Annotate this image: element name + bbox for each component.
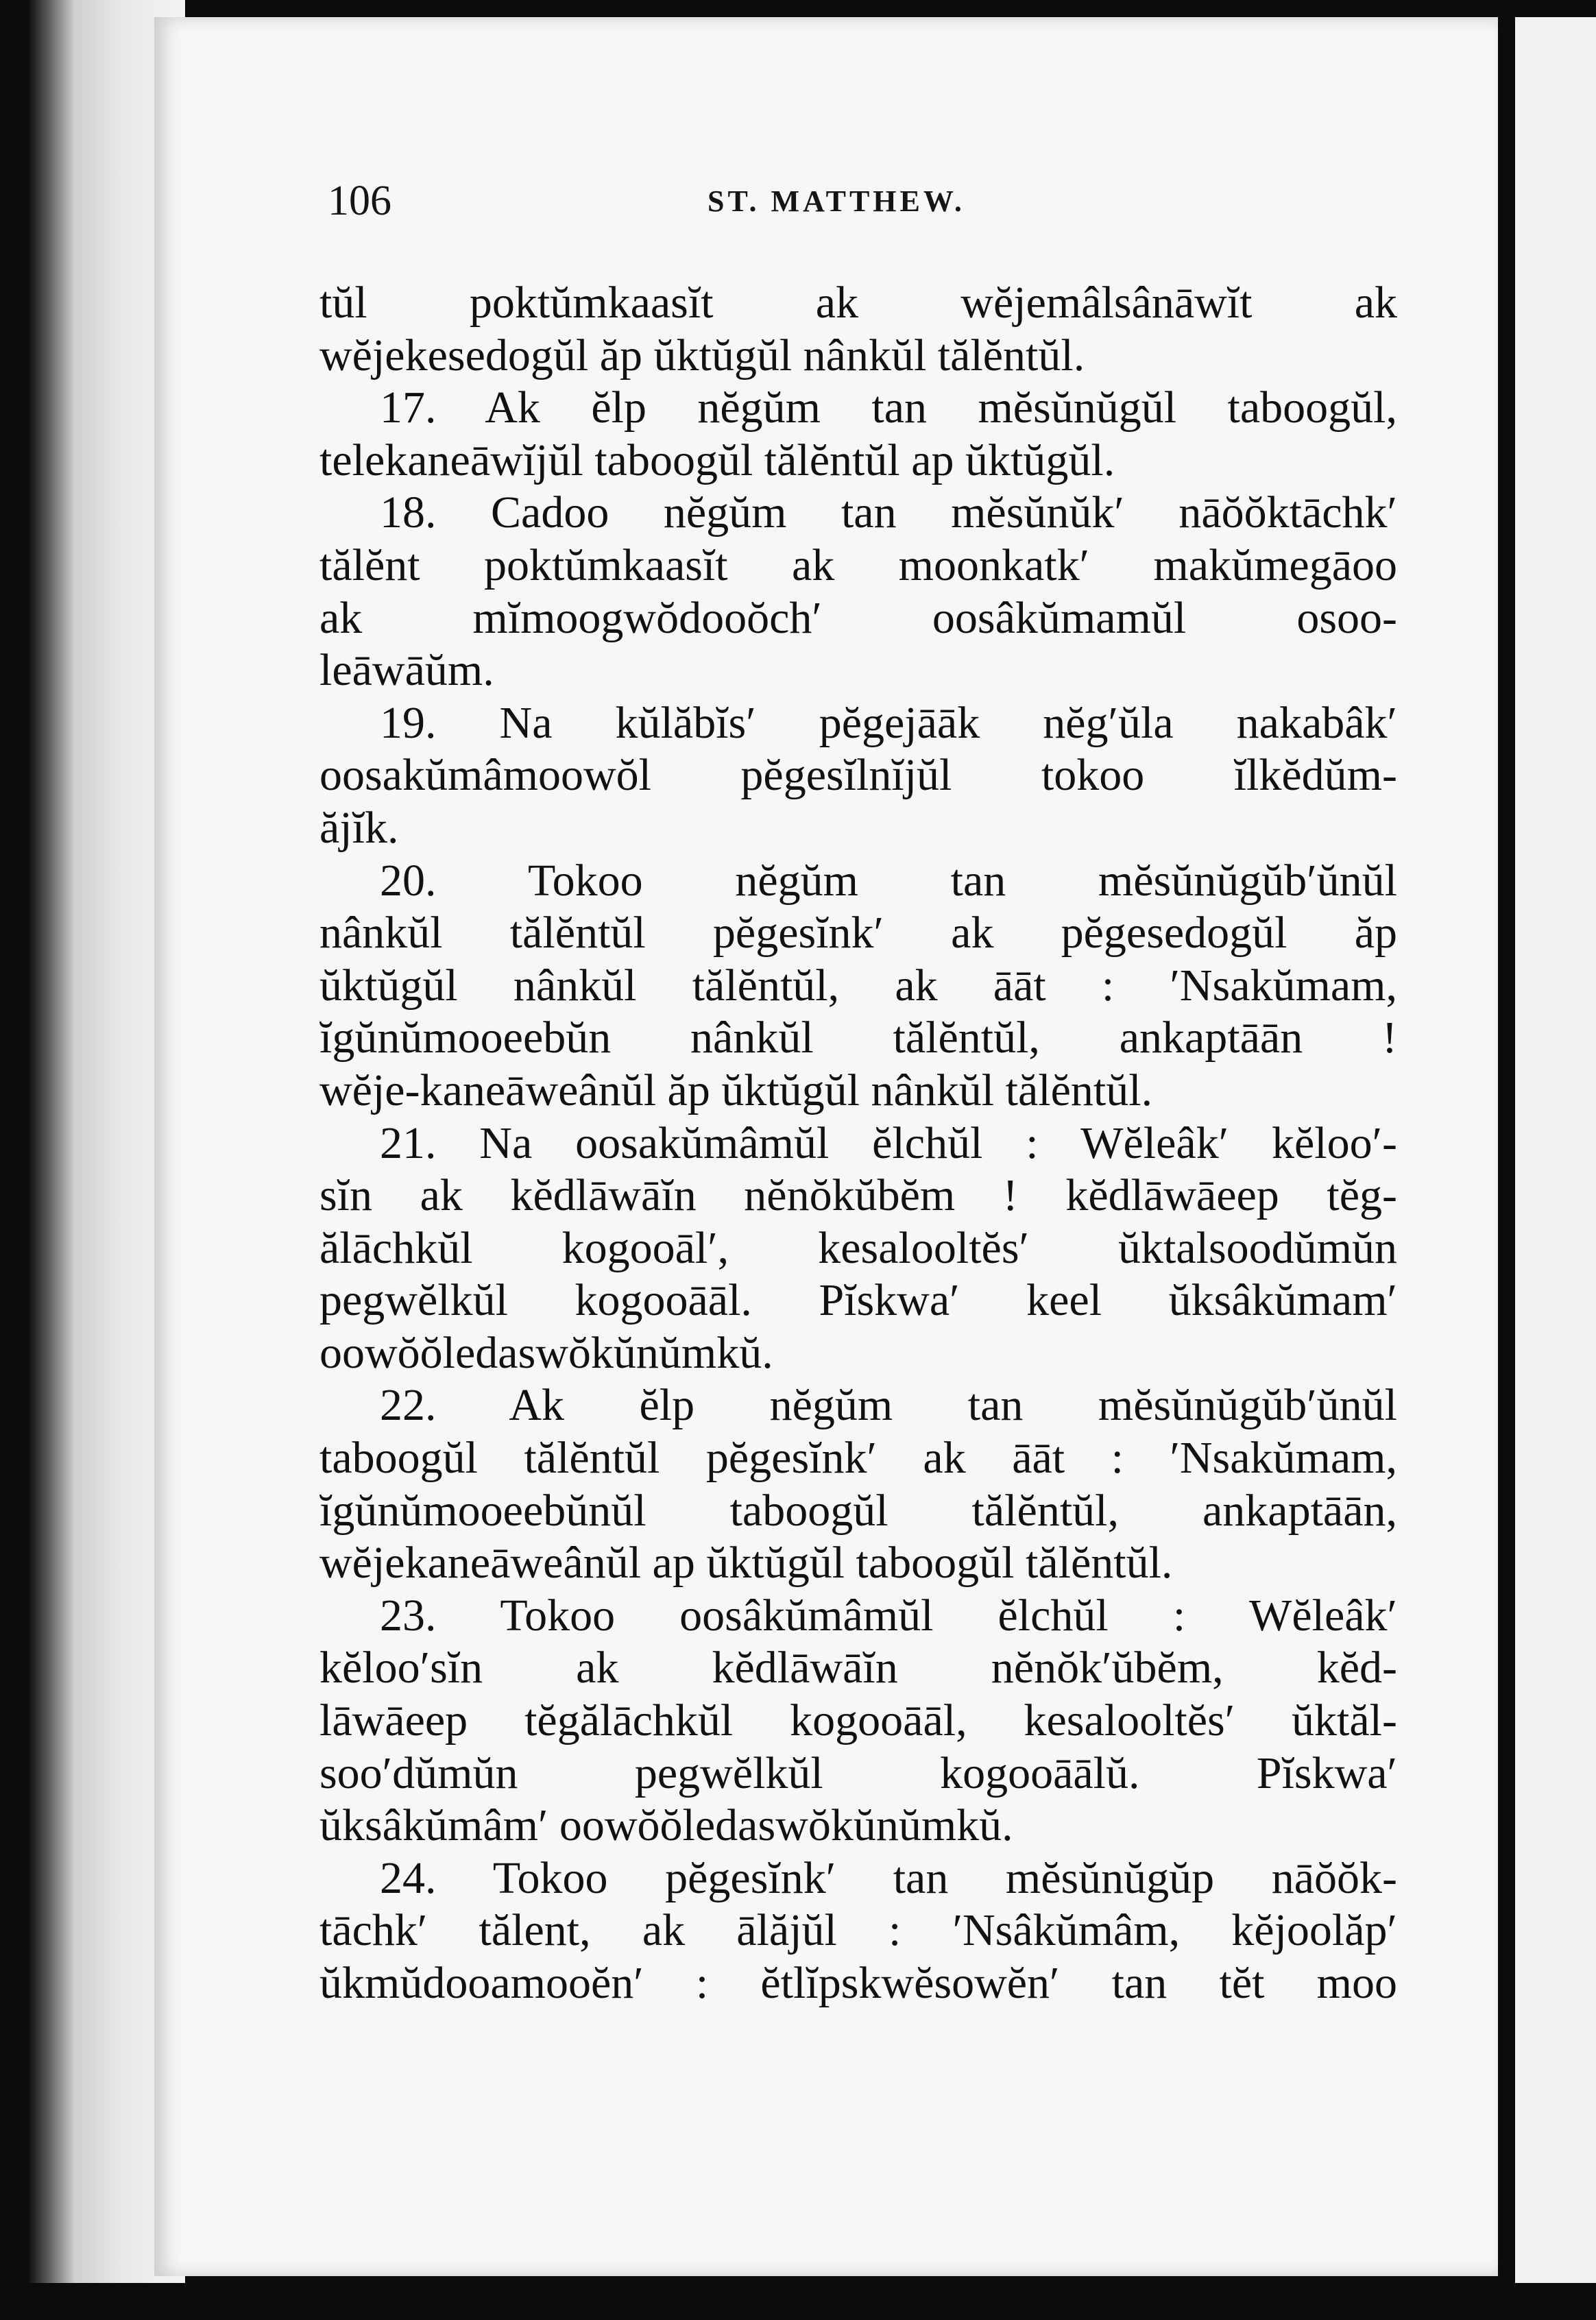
text-line: ĭgŭnŭmooeebŭnŭl taboogŭl tălĕntŭl, ankaptāān, bbox=[319, 1485, 1397, 1536]
body-text bbox=[319, 277, 1397, 2010]
text-line: 17. Ak ĕlp nĕgŭm tan mĕsŭnŭgŭl taboogŭl, bbox=[380, 383, 1397, 433]
text-line: ĭgŭnŭmooeebŭn nânkŭl tălĕntŭl, ankaptāān ! bbox=[319, 1013, 1397, 1063]
text-line: ak mĭmoogwŏdooŏch′ oosâkŭmamŭl osoo- bbox=[319, 592, 1397, 643]
facing-page-edge bbox=[1515, 17, 1596, 2293]
text-line: ălāchkŭl kogooāl′, kesalooltĕs′ ŭktalsoodŭmŭn bbox=[319, 1222, 1397, 1273]
text-line: ŭkmŭdooamooĕn′ : ĕtlĭpskwĕsowĕn′ tan tĕt moo bbox=[319, 1958, 1397, 2008]
text-line: ŭksâkŭmâm′ oowŏŏledaswŏkŭnŭmkŭ. bbox=[319, 1800, 1013, 1851]
text-line: wĕje-kaneāweânŭl ăp ŭktŭgŭl nânkŭl tălĕntŭl. bbox=[319, 1065, 1153, 1115]
text-line: 22. Ak ĕlp nĕgŭm tan mĕsŭnŭgŭb′ŭnŭl bbox=[380, 1380, 1397, 1431]
text-line: kĕloo′sĭn ak kĕdlāwāĭn nĕnŏk′ŭbĕm, kĕd- bbox=[319, 1643, 1397, 1693]
text-line: tŭl poktŭmkaasĭt ak wĕjemâlsânāwĭt ak bbox=[319, 278, 1397, 328]
text-line: 24. Tokoo pĕgesĭnk′ tan mĕsŭnŭgŭp nāŏŏk- bbox=[380, 1852, 1397, 1903]
page-header bbox=[328, 177, 1400, 239]
text-line: lāwāeep tĕgălāchkŭl kogooāāl, kesalooltĕs′ ŭktăl- bbox=[319, 1695, 1397, 1746]
text-line: telekaneāwĭjŭl taboogŭl tălĕntŭl ap ŭktŭgŭl. bbox=[319, 435, 1115, 485]
text-line: 18. Cadoo nĕgŭm tan mĕsŭnŭk′ nāŏŏktāchk′ bbox=[380, 487, 1397, 538]
text-line: leāwāŭm. bbox=[319, 645, 494, 696]
text-line: ŭktŭgŭl nânkŭl tălĕntŭl, ak āāt : ′Nsakŭmam, bbox=[319, 960, 1397, 1011]
scan-bottom-border bbox=[0, 2283, 1596, 2320]
text-line: taboogŭl tălĕntŭl pĕgesĭnk′ ak āāt : ′Nsakŭmam, bbox=[319, 1433, 1397, 1484]
text-line: 23. Tokoo oosâkŭmâmŭl ĕlchŭl : Wĕleâk′ bbox=[380, 1590, 1397, 1641]
text-line: 20. Tokoo nĕgŭm tan mĕsŭnŭgŭb′ŭnŭl bbox=[380, 855, 1397, 906]
text-line: wĕjekesedogŭl ăp ŭktŭgŭl nânkŭl tălĕntŭl. bbox=[319, 330, 1085, 380]
page-number: 106 bbox=[328, 178, 391, 224]
text-line: 19. Na kŭlăbĭs′ pĕgejāāk nĕg′ŭla nakabâk′ bbox=[380, 697, 1397, 748]
text-line: soo′dŭmŭn pegwĕlkŭl kogooāālŭ. Pĭskwa′ bbox=[319, 1748, 1397, 1798]
text-line: tāchk′ tălent, ak ālăjŭl : ′Nsâkŭmâm, kĕjoolăp′ bbox=[319, 1905, 1397, 1956]
text-line: oowŏŏledaswŏkŭnŭmkŭ. bbox=[319, 1327, 773, 1378]
text-line: nânkŭl tălĕntŭl pĕgesĭnk′ ak pĕgesedogŭl ăp bbox=[319, 908, 1397, 958]
text-line: ăjĭk. bbox=[319, 802, 399, 853]
text-line: oosakŭmâmoowŏl pĕgesĭlnĭjŭl tokoo ĭlkĕdŭm- bbox=[319, 750, 1397, 801]
page-gutter bbox=[1501, 17, 1512, 2300]
text-line: 21. Na oosakŭmâmŭl ĕlchŭl : Wĕleâk′ kĕloo′- bbox=[380, 1117, 1397, 1168]
text-line: wĕjekaneāweânŭl ap ŭktŭgŭl taboogŭl tălĕntŭl. bbox=[319, 1538, 1173, 1588]
text-line: tălĕnt poktŭmkaasĭt ak moonkatk′ makŭmegāoo bbox=[319, 540, 1397, 590]
text-line: sĭn ak kĕdlāwāĭn nĕnŏkŭbĕm ! kĕdlāwāeep tĕg- bbox=[319, 1170, 1397, 1221]
text-line: pegwĕlkŭl kogooāāl. Pĭskwa′ keel ŭksâkŭmam′ bbox=[319, 1275, 1397, 1326]
running-head: ST. MATTHEW. bbox=[708, 184, 965, 218]
